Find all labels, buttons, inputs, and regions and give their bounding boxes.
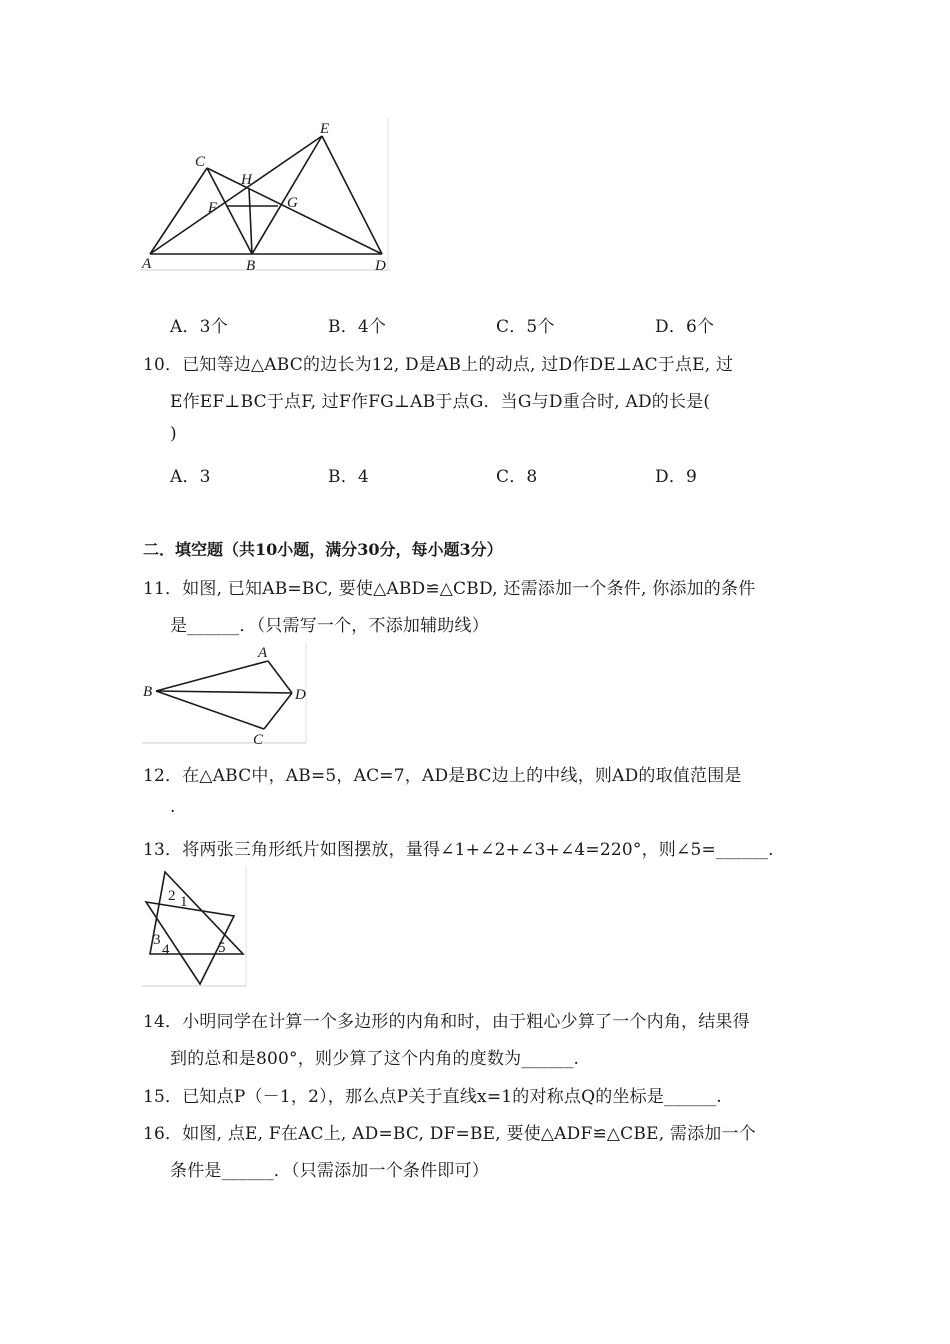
label-d: D	[295, 687, 306, 703]
angle-label-4: 4	[162, 942, 170, 958]
q9-option-c: C．5个	[496, 317, 555, 337]
q10-options	[0, 462, 950, 486]
edge-ac	[150, 168, 207, 254]
angle-label-2: 2	[168, 888, 176, 904]
label-c: C	[253, 732, 264, 748]
angle-label-1: 1	[180, 894, 188, 910]
angle-label-5: 5	[218, 940, 226, 956]
angle-label-3: 3	[153, 932, 161, 948]
label-d: D	[375, 258, 386, 274]
edge-cd	[264, 693, 292, 729]
q16-line-2: 条件是______．（只需添加一个条件即可）	[170, 1161, 489, 1181]
q14-line-2: 到的总和是800°，则少算了这个内角的度数为______.	[170, 1049, 580, 1069]
q9-options	[0, 312, 950, 336]
label-a: A	[142, 256, 152, 272]
label-b: B	[143, 684, 153, 700]
q12-line-2: .	[170, 797, 176, 817]
q10-option-b: B．4	[328, 467, 369, 487]
label-b: B	[246, 258, 256, 274]
q10-line-2: E作EF⊥BC于点F, 过F作FG⊥AB于点G．当G与D重合时, AD的长是(	[170, 392, 711, 412]
q10-line-3: )	[170, 424, 177, 444]
q16-line-1: 16．如图, 点E, F在AC上, AD=BC, DF=BE, 要使△ADF≌△CBE, 需添加一个	[143, 1124, 756, 1144]
label-a: A	[258, 645, 268, 661]
q10-option-c: C．8	[496, 467, 538, 487]
section-2-heading: 二．填空题（共10小题，满分30分，每小题3分）	[143, 540, 503, 559]
q14-line-1: 14．小明同学在计算一个多边形的内角和时，由于粗心少算了一个内角，结果得	[143, 1012, 750, 1032]
q15-line-1: 15．已知点P（－1，2），那么点P关于直线x=1的对称点Q的坐标是______.	[143, 1087, 722, 1107]
figure-1	[140, 118, 392, 278]
q10-line-1: 10．已知等边△ABC的边长为12, D是AB上的动点, 过D作DE⊥AC于点E, 过	[143, 355, 734, 375]
edge-hb	[249, 188, 252, 254]
edge-ed	[322, 136, 382, 254]
q12-line-1: 12．在△ABC中，AB=5，AC=7，AD是BC边上的中线，则AD的取值范围是	[143, 766, 742, 786]
label-c: C	[195, 154, 206, 170]
figure-3	[140, 866, 250, 992]
q10-option-a: A．3	[170, 467, 211, 487]
q9-option-b: B．4个	[328, 317, 387, 337]
label-g: G	[287, 195, 298, 211]
q11-line-1: 11．如图, 已知AB=BC, 要使△ABD≌△CBD, 还需添加一个条件, 你添加的条件	[143, 579, 756, 599]
edge-bd	[156, 691, 292, 693]
label-h: H	[241, 172, 252, 188]
q10-option-d: D．9	[655, 467, 698, 487]
figure-2	[140, 643, 312, 749]
label-f: F	[208, 200, 218, 216]
q13-line-1: 13．将两张三角形纸片如图摆放，量得∠1+∠2+∠3+∠4=220°，则∠5=______.	[143, 840, 774, 860]
label-e: E	[320, 121, 330, 137]
edge-ba	[156, 661, 268, 691]
edge-ad	[268, 661, 292, 693]
edge-bc	[156, 691, 264, 729]
q9-option-d: D．6个	[655, 317, 715, 337]
q11-line-2: 是______．（只需写一个，不添加辅助线）	[170, 616, 489, 636]
q9-option-a: A．3个	[170, 317, 228, 337]
